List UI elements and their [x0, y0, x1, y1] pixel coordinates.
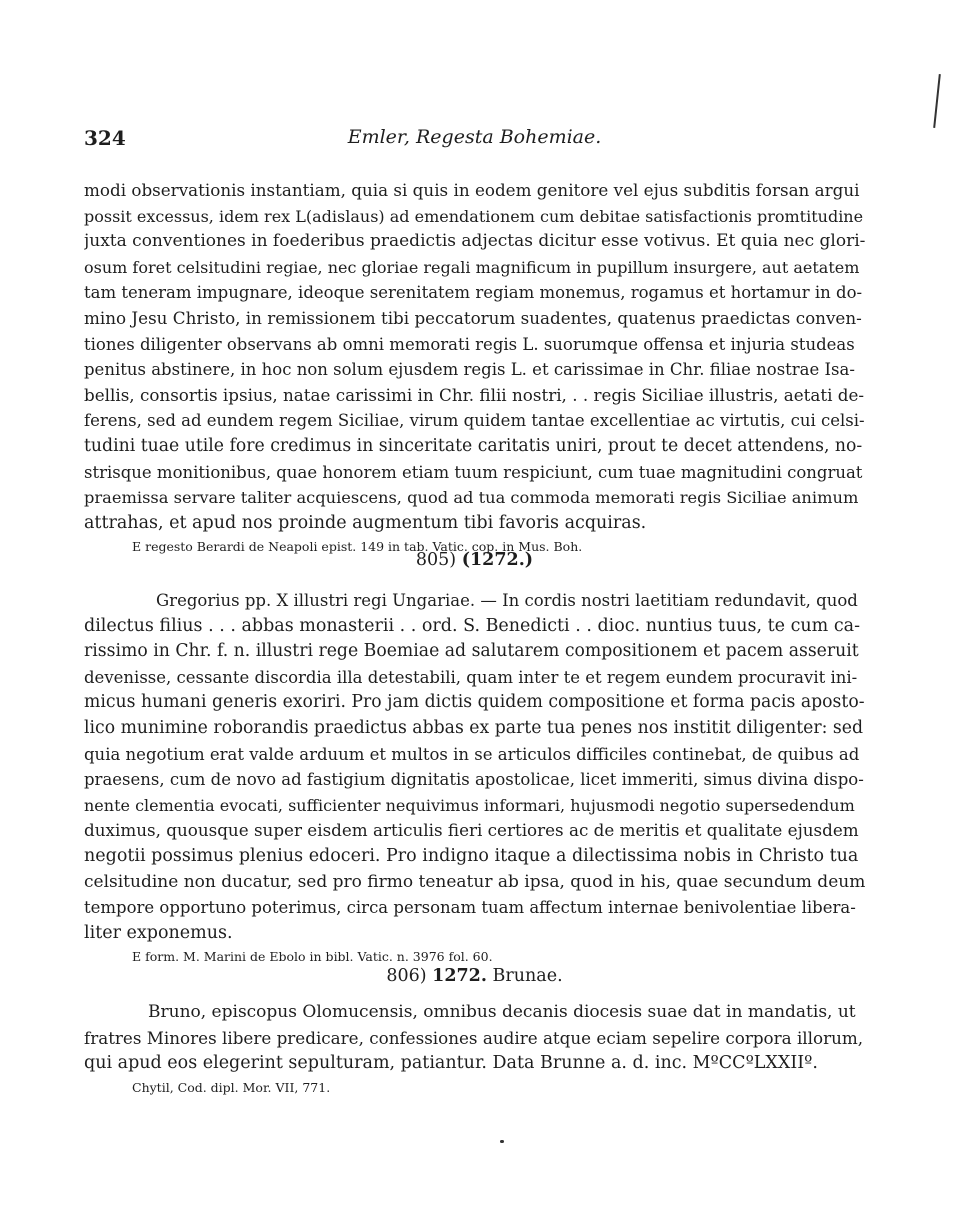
text-line: devenisse, cessante discordia illa detestabili, quam inter te et regem eundem procuravit ini-: [84, 667, 858, 687]
entry-number: 806): [386, 966, 427, 986]
entry-title: [84, 546, 865, 574]
text-line: possit excessus, idem rex L(adislaus) ad emendationem cum debitae satisfactionis promtitudine: [84, 206, 864, 226]
text-line: bellis, consortis ipsius, natae carissimi in Chr. filii nostri, . . regis Siciliae illustris, aetati de-: [84, 384, 865, 405]
text-line: qui apud eos elegerint sepulturam, patiantur. Data Brunne a. d. inc. MºCCºLXXIIº.: [84, 1053, 818, 1074]
text-line: praesens, cum de novo ad fastigium dignitatis apostolicae, licet immeriti, simus divina dispo-: [84, 770, 864, 790]
text-line: lico munimine roborandis praedictus abbas ex parte tua penes nos institit diligenter: sed: [84, 717, 863, 738]
text-line: duximus, quousque super eisdem articulis fieri certiores ac de meritis et qualitate ejusdem: [84, 820, 859, 841]
entry-year: (1272.): [461, 550, 534, 570]
text-line: osum foret celsitudini regiae, nec gloriae regali magnificum in pupillum insurgere, aut aetatem: [84, 257, 860, 277]
text-line: celsitudine non ducatur, sed pro firmo teneatur ab ipsa, quod in his, quae secundum deum: [84, 871, 865, 892]
section-continuation: [84, 178, 865, 558]
text-line: tempore opportuno poterimus, circa personam tuam affectum internae benivolentiae libera-: [84, 898, 856, 918]
text-line: juxta conventiones in foederibus praedictis adjectas dicitur esse votivus. Et quia nec glori-: [84, 231, 865, 252]
text-line: penitus abstinere, in hoc non solum ejusdem regis L. et carissimae in Chr. filiae nostrae Isa-: [84, 360, 855, 380]
entry-number: 805): [415, 550, 457, 570]
text-line: Gregorius pp. X illustri regi Ungariae. — In cordis nostri laetitiam redundavit, quod: [156, 591, 858, 610]
scan-margin-mark: [933, 74, 941, 128]
text-line: dilectus filius . . . abbas monasterii . . ord. S. Benedicti . . dioc. nuntius tuus, te cum ca-: [84, 615, 860, 636]
page-number: 324: [84, 126, 126, 150]
text-line: modi observationis instantiam, quia si quis in eodem genitore vel ejus subditis forsan argui: [84, 180, 860, 200]
entry-title: [84, 962, 865, 990]
text-line: Bruno, episcopus Olomucensis, omnibus decanis diocesis suae dat in mandatis, ut: [148, 1002, 856, 1022]
source-note: E regesto Berardi de Neapoli epist. 149 in tab. Vatic. cop. in Mus. Boh.: [132, 539, 583, 555]
source-note: Chytil, Cod. dipl. Mor. VII, 771.: [132, 1079, 331, 1095]
entry-place: Brunae.: [492, 966, 563, 986]
page-header: [84, 126, 865, 160]
text-line: nente clementia evocati, sufficienter nequivimus informari, hujusmodi negotio supersedendum: [84, 795, 855, 815]
section-805: [84, 546, 865, 968]
text-line: tiones diligenter observans ab omni memorati regis L. suorumque offensa et injuria studeas: [84, 334, 855, 354]
text-line: tam teneram impugnare, ideoque serenitatem regiam monemus, rogamus et hortamur in do-: [84, 283, 863, 303]
text-line: micus humani generis exoriri. Pro jam dictis quidem compositione et forma pacis aposto-: [84, 692, 865, 713]
text-line: negotii possimus plenius edoceri. Pro indigno itaque a dilectissima nobis in Christo tua: [84, 845, 859, 866]
source-note: E form. M. Marini de Ebolo in bibl. Vatic. n. 3976 fol. 60.: [132, 949, 493, 965]
scan-speck: [500, 1140, 504, 1143]
text-line: attrahas, et apud nos proinde augmentum tibi favoris acquiras.: [84, 512, 647, 533]
text-line: mino Jesu Christo, in remissionem tibi peccatorum suadentes, quatenus praedictas conven-: [84, 307, 862, 328]
running-title: Emler, Regesta Bohemiae.: [347, 126, 602, 148]
entry-year: 1272.: [432, 966, 487, 986]
text-line: tudini tuae utile fore credimus in sinceritate caritatis uniri, prout te decet attendens, no-: [84, 435, 863, 456]
section-806: [84, 962, 865, 1099]
text-line: ferens, sed ad eundem regem Siciliae, virum quidem tantae excellentiae ac virtutis, cui celsi-: [84, 411, 865, 431]
text-line: praemissa servare taliter acquiescens, quod ad tua commoda memorati regis Siciliae animum: [84, 488, 859, 508]
text-line: quia negotium erat valde arduum et multos in se articulos difficiles continebat, de quibus ad: [84, 744, 860, 764]
text-line: liter exponemus.: [84, 922, 233, 943]
text-line: fratres Minores libere predicare, confessiones audire atque eciam sepelire corpora illorum,: [84, 1027, 864, 1048]
text-line: strisque monitionibus, quae honorem etiam tuum respiciunt, cum tuae magnitudini congruat: [84, 462, 863, 482]
text-line: rissimo in Chr. f. n. illustri rege Boemiae ad salutarem compositionem et pacem asseruit: [84, 641, 859, 662]
